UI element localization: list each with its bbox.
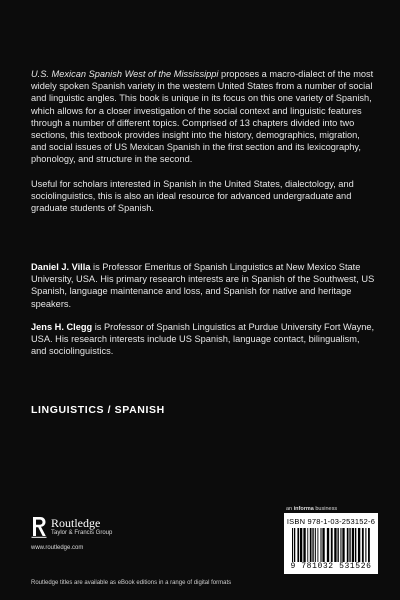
isbn-text: ISBN 978-1-03-253152-6 [286, 517, 376, 526]
author-bio-2 [31, 321, 376, 358]
barcode-bar [331, 528, 333, 562]
barcode-bar [352, 528, 354, 562]
barcode-bar [315, 528, 316, 562]
ebook-footnote: Routledge titles are available as eBook editions in a range of digital formats [31, 580, 232, 586]
barcode-bar [294, 528, 295, 562]
barcode-bar [297, 528, 299, 562]
author-bios [31, 261, 376, 368]
publisher-website: www.routledge.com [31, 545, 84, 551]
barcode-bar [362, 528, 364, 562]
barcode-bar [340, 528, 341, 562]
barcode-bar [342, 528, 344, 562]
book-description [31, 68, 376, 226]
barcode-bar [365, 528, 366, 562]
routledge-r-icon [31, 516, 47, 538]
barcode-bar [310, 528, 312, 562]
author-bio-text-1: is Professor Emeritus of Spanish Linguistics at New Mexico State University, USA. His primary research interests are in Spanish of the Southwest, US Spanish, language maintenance and loss, and Spanish for native and heritage speakers. [31, 262, 375, 309]
barcode-panel [284, 513, 378, 574]
book-title-italic: U.S. Mexican Spanish West of the Mississippi [31, 69, 219, 79]
barcode-bar [358, 528, 360, 562]
publisher-group: Taylor & Francis Group [51, 530, 113, 536]
barcode-bar [347, 528, 349, 562]
barcode-bar [317, 528, 318, 562]
barcode-bar [334, 528, 336, 562]
description-paragraph-2: Useful for scholars interested in Spanish in the United States, dialectology, and sociolinguistics, this is also an ideal resource for advanced undergraduate and graduate students of Spanish. [31, 178, 354, 214]
barcode-bar [337, 528, 338, 562]
barcode-bar [320, 528, 321, 562]
barcode-bar [327, 528, 329, 562]
informa-prefix: an [286, 506, 294, 512]
description-paragraph-1 [31, 68, 376, 166]
barcode-bar [303, 528, 305, 562]
barcode-bar [322, 528, 324, 562]
barcode-bars [292, 528, 372, 562]
author-name-1: Daniel J. Villa [31, 262, 91, 272]
description-paragraph-1-text: proposes a macro-dialect of the most widely spoken Spanish variety in the western United States from a number of social and linguistic angles. This book is unique in its focus on this one variety of Spanish, which allows for a closer investigation of the social context and linguistic features through a number of different topics. Comprised of 13 chapters divided into two sections, this textbook provides insight into the history, demographics, migration, and social issues of US Mexican Spanish in the first section and its lexicography, phonology, and structure in the second. [31, 69, 374, 165]
barcode-bar [349, 528, 350, 562]
barcode-bar [292, 528, 293, 562]
barcode-bar [307, 528, 308, 562]
author-name-2: Jens H. Clegg [31, 321, 93, 332]
barcode-bar [355, 528, 356, 562]
subject-category: LINGUISTICS / SPANISH [31, 404, 165, 416]
author-bio-1 [31, 261, 376, 310]
publisher-name: Routledge [51, 516, 101, 530]
barcode-bar [300, 528, 302, 562]
barcode-bar [368, 528, 370, 562]
informa-suffix: business [313, 506, 338, 512]
informa-name: informa [293, 506, 314, 512]
barcode-bar [312, 528, 313, 562]
informa-business-tagline [286, 506, 337, 512]
barcode-number: 9 781032 531526 [290, 562, 372, 571]
author-bio-text-2: is Professor of Spanish Linguistics at Purdue University Fort Wayne, USA. His research interests include US Spanish, language contact, bilingualism, and sociolinguistics. [31, 321, 375, 357]
